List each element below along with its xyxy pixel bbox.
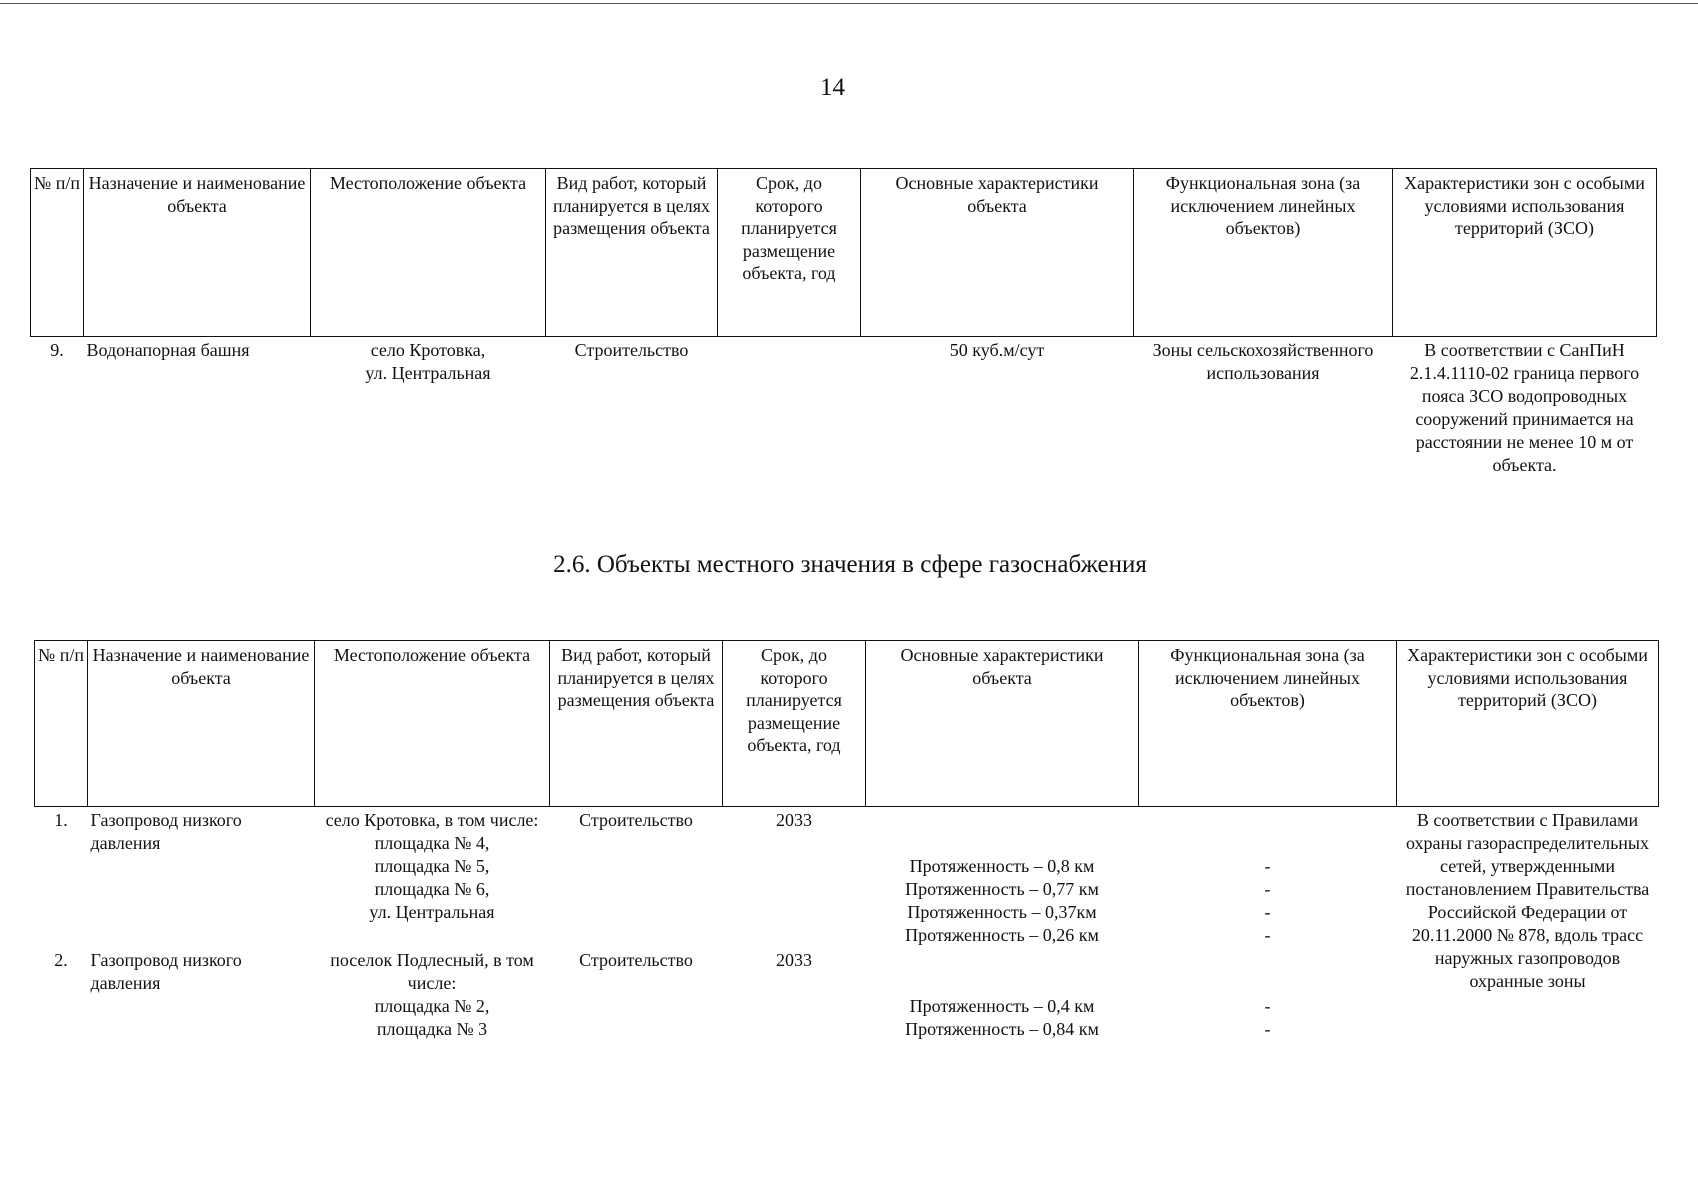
location-line: ул. Центральная [365, 363, 491, 383]
gas-objects-table [34, 640, 1659, 1041]
row-term: 2033 [776, 950, 812, 970]
section-title: 2.6. Объекты местного значения в сфере газоснабжения [553, 551, 1147, 578]
row-zso: В соответствии с СанПиН 2.1.4.1110-02 граница первого пояса ЗСО водопроводных сооружений принимается на расстоянии не менее 10 м от объекта. [1409, 340, 1640, 475]
row-zone [1139, 947, 1397, 1041]
row-characteristics: 50 куб.м/сут [949, 340, 1045, 360]
location-line: село Кротовка, в том числе: [325, 810, 539, 830]
col-header-zone: Функциональная зона (за исключением линейных объектов) [1134, 169, 1393, 337]
characteristic-line: Протяженность – 0,37км [907, 902, 1097, 922]
col-header-zso: Характеристики зон с особыми условиями использования территорий (ЗСО) [1397, 641, 1659, 807]
row-term [718, 337, 861, 478]
row-work: Строительство [574, 340, 689, 360]
row-work: Строительство [579, 810, 693, 830]
col-header-characteristics: Основные характеристики объекта [861, 169, 1134, 337]
zone-dash: - [1264, 996, 1271, 1016]
location-line: село Кротовка, [370, 340, 486, 360]
row-name: Газопровод низкого давления [90, 950, 242, 993]
characteristic-line: Протяженность – 0,26 км [905, 925, 1099, 945]
row-name: Газопровод низкого давления [90, 810, 242, 853]
col-header-zone: Функциональная зона (за исключением линейных объектов) [1139, 641, 1397, 807]
col-header-num: № п/п [31, 169, 84, 337]
location-line: поселок Подлесный, в том числе: [330, 950, 534, 993]
table-header-row [31, 169, 1657, 337]
characteristic-line: Протяженность – 0,77 км [905, 879, 1099, 899]
col-header-zso: Характеристики зон с особыми условиями использования территорий (ЗСО) [1393, 169, 1657, 337]
location-line: ул. Центральная [369, 902, 495, 922]
row-location [315, 947, 550, 1041]
characteristic-line: Протяженность – 0,4 км [909, 996, 1095, 1016]
zone-dash: - [1264, 879, 1271, 899]
col-header-name: Назначение и наименование объекта [84, 169, 311, 337]
col-header-characteristics: Основные характеристики объекта [866, 641, 1139, 807]
row-term: 2033 [776, 810, 812, 830]
row-zso: В соответствии с Правилами охраны газораспределительных сетей, утвержденными постановлением Правительства Российской Федерации от 20.11.2000 № 878, вдоль трасс наружных газопроводов охранные зоны [1405, 810, 1650, 991]
row-num: 1. [54, 810, 68, 830]
characteristic-line: Протяженность – 0,84 км [905, 1019, 1099, 1039]
page-number: 14 [820, 74, 845, 101]
col-header-location: Местоположение объекта [315, 641, 550, 807]
row-location [311, 337, 546, 478]
zone-dash: - [1264, 856, 1271, 876]
location-line: площадка № 5, [374, 856, 490, 876]
col-header-name: Назначение и наименование объекта [88, 641, 315, 807]
row-name: Водонапорная башня [86, 340, 250, 360]
location-line: площадка № 3 [376, 1019, 488, 1039]
row-zone [1139, 807, 1397, 948]
table-header-row [35, 641, 1659, 807]
col-header-term: Срок, до которого планируется размещение объекта, год [723, 641, 866, 807]
zone-dash: - [1264, 1019, 1271, 1039]
row-num: 9. [50, 340, 64, 360]
zone-dash: - [1264, 925, 1271, 945]
location-line: площадка № 6, [374, 879, 490, 899]
top-border-line [0, 3, 1698, 4]
row-zone: Зоны сельскохозяйственного использования [1152, 340, 1374, 383]
row-num: 2. [54, 950, 68, 970]
table-row [31, 337, 1657, 478]
col-header-location: Местоположение объекта [311, 169, 546, 337]
row-characteristics [866, 947, 1139, 1041]
col-header-work: Вид работ, который планируется в целях размещения объекта [550, 641, 723, 807]
table-row [35, 807, 1659, 948]
water-objects-table [30, 168, 1657, 477]
col-header-work: Вид работ, который планируется в целях размещения объекта [546, 169, 718, 337]
characteristic-line: Протяженность – 0,8 км [909, 856, 1095, 876]
col-header-term: Срок, до которого планируется размещение объекта, год [718, 169, 861, 337]
row-work: Строительство [579, 950, 693, 970]
row-location [315, 807, 550, 948]
col-header-num: № п/п [35, 641, 88, 807]
row-characteristics [866, 807, 1139, 948]
location-line: площадка № 4, [374, 833, 490, 853]
location-line: площадка № 2, [374, 996, 490, 1016]
zone-dash: - [1264, 902, 1271, 922]
